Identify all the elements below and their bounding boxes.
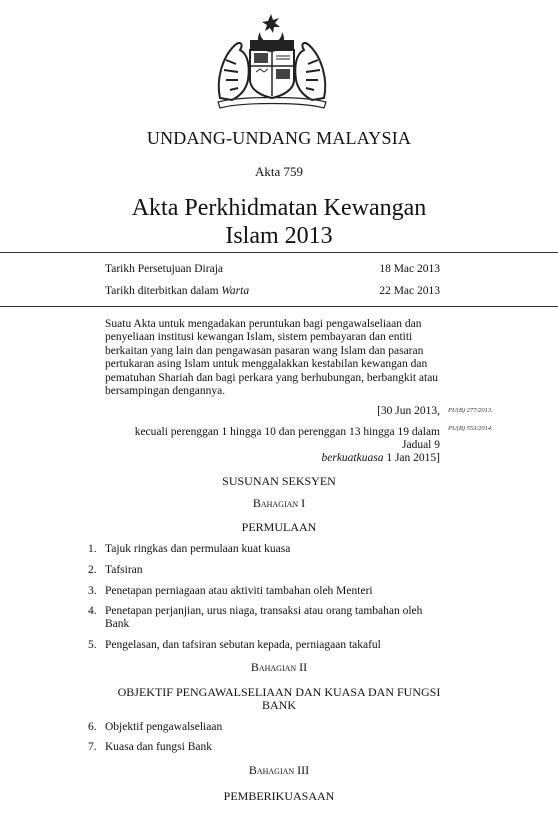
royal-assent-row <box>105 263 440 275</box>
toc-item[interactable]: 5. Pengelasan, dan tafsiran sebutan kepada, perniagaan takaful <box>88 639 381 651</box>
part3-label: Bahagian III <box>248 763 310 777</box>
commencement-line1: [30 Jun 2013, <box>377 405 440 417</box>
toc-item[interactable]: 6. Objektif pengawalseliaan <box>88 721 223 733</box>
royal-assent-label: Tarikh Persetujuan Diraja <box>105 263 223 275</box>
act-title <box>0 194 558 250</box>
margin-note-2: PU(B) 553/2014. <box>448 425 493 432</box>
preamble-text: Suatu Akta untuk mengadakan peruntukan bagi pengawalseliaan dan penyeliaan institusi kewangan Islam, sistem pembayaran dan entiti berkaitan yang lain dan pengawasan pasaran wang Islam dan pasaran pertukaran asing Islam untuk menggalakkan kestabilan kewangan dan pematuhan Shariah dan bagi perkara yang berhubungan, berbangkit atau bersampingan dengannya. <box>105 318 439 398</box>
toc-item[interactable]: 2. Tafsiran <box>88 564 143 576</box>
part2-label: Bahagian II <box>250 660 308 674</box>
commencement-line3: Jadual 9 <box>401 439 440 451</box>
divider-top <box>0 252 558 253</box>
gazette-row <box>105 285 440 297</box>
commencement-line4: berkuatkuasa 1 Jan 2015] <box>321 452 440 464</box>
toc-item[interactable]: 3. Penetapan perniagaan atau aktiviti tambahan oleh Menteri <box>88 585 373 597</box>
part2-title: OBJEKTIF PENGAWALSELIAAN DAN KUASA DAN FUNGSI BANK <box>117 685 441 712</box>
coat-of-arms-crest <box>210 10 334 110</box>
act-title-line1: Akta Perkhidmatan Kewangan <box>131 195 427 221</box>
gazette-date: 22 Mac 2013 <box>379 285 440 297</box>
law-heading: UNDANG-UNDANG MALAYSIA <box>146 128 412 148</box>
divider-bottom <box>0 306 558 307</box>
act-number: Akta 759 <box>254 164 304 179</box>
gazette-label: Tarikh diterbitkan dalam Warta <box>105 285 250 297</box>
act-title-line2: Islam 2013 <box>225 223 333 249</box>
royal-assent-date: 18 Mac 2013 <box>379 263 440 275</box>
margin-note-1: PU(B) 277/2013. <box>448 407 493 414</box>
commencement-line2: kecuali perenggan 1 hingga 10 dan perenggan 13 hingga 19 dalam <box>134 426 440 438</box>
part3-title: PEMBERIKUASAAN <box>223 789 335 803</box>
toc-heading: SUSUNAN SEKSYEN <box>222 474 336 488</box>
toc-item[interactable]: 7. Kuasa dan fungsi Bank <box>88 741 212 753</box>
part1-label: Bahagian I <box>252 496 306 510</box>
toc-item[interactable]: 1. Tajuk ringkas dan permulaan kuat kuasa <box>88 543 291 555</box>
toc-item[interactable]: 4. Penetapan perjanjian, urus niaga, transaksi atau orang tambahan oleh Bank <box>88 605 423 630</box>
part1-title: PERMULAAN <box>241 520 317 534</box>
